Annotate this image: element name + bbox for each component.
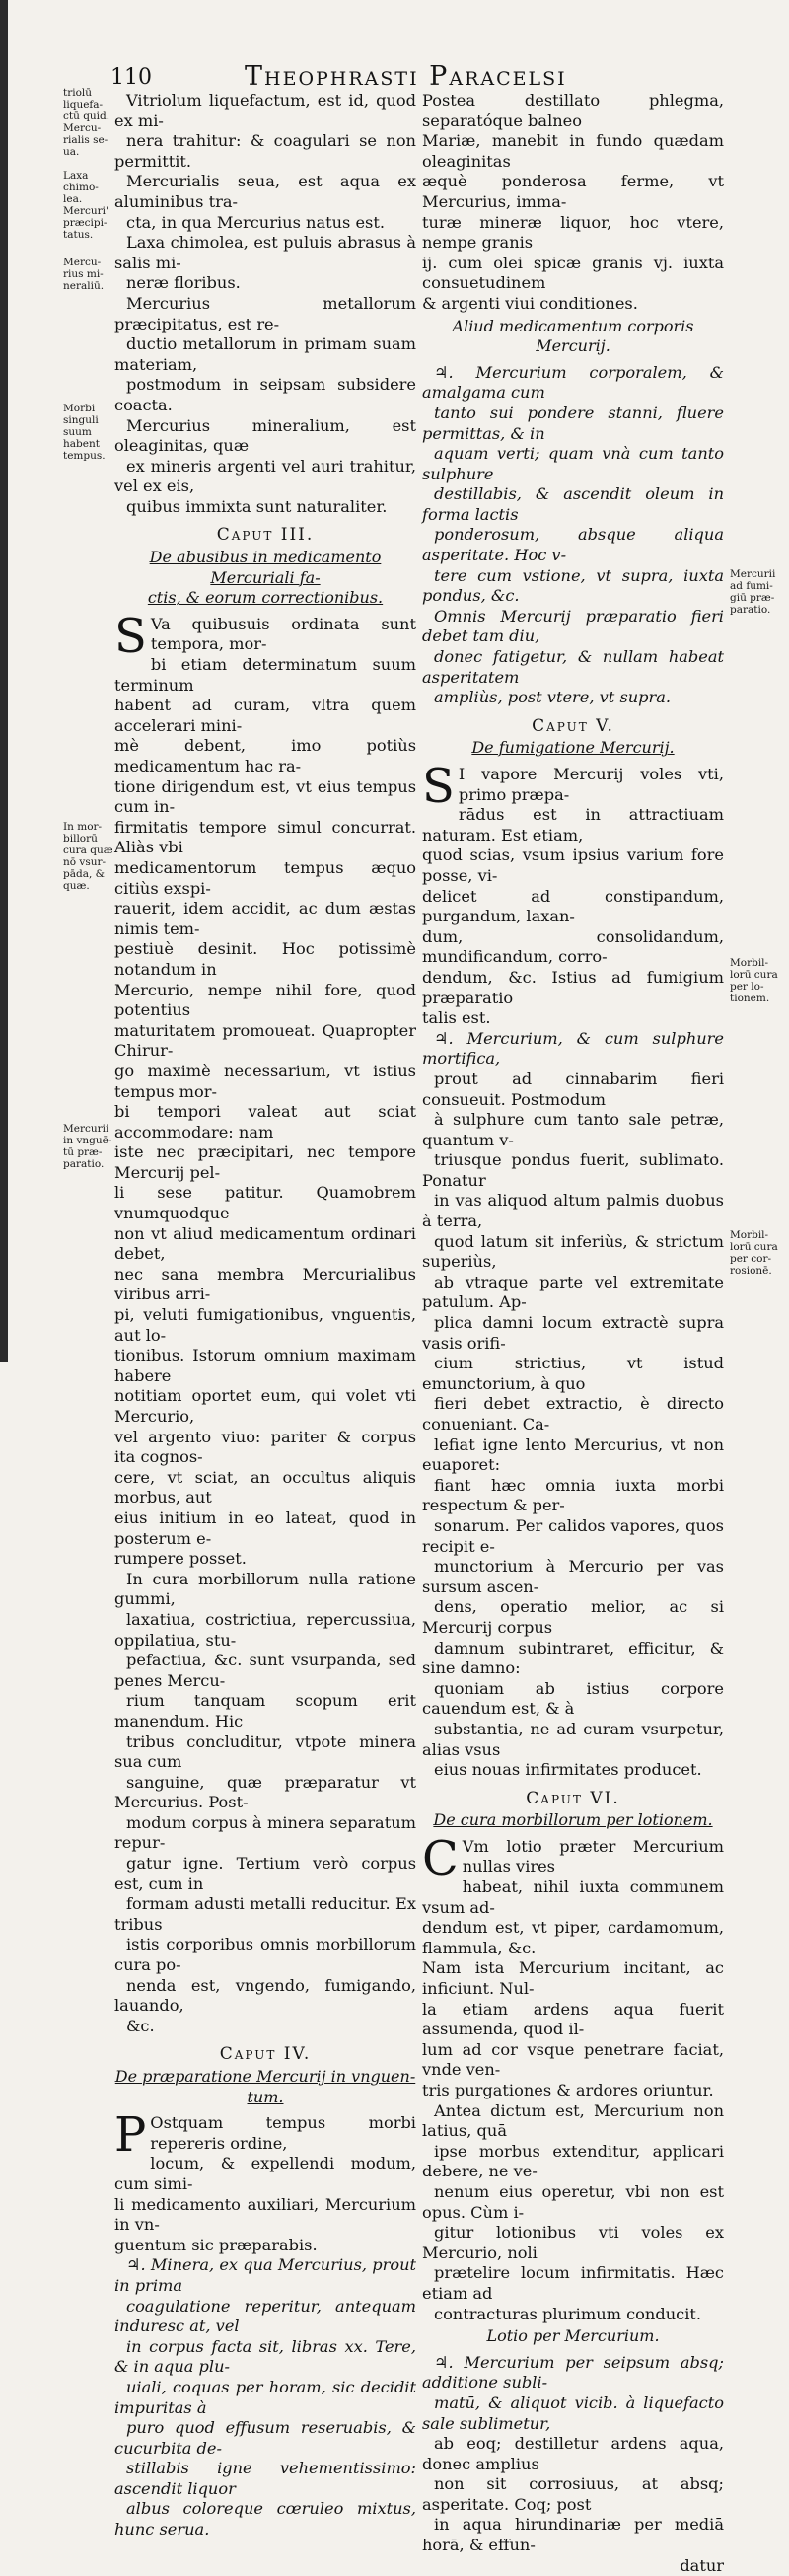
- chapter-subtitle: [114, 2067, 416, 2107]
- text-line: fiant hæc omnia iuxta morbi respectum & per-: [422, 1475, 724, 1515]
- text-line: munctorium à Mercurio per vas sursum ascen-: [422, 1557, 724, 1596]
- text-line: dum, consolidandum, mundificandum, corro-: [422, 926, 724, 967]
- text-line: albus coloreque cœruleo mixtus, hunc serua.: [114, 2499, 416, 2539]
- text-line: Va quibusuis ordinata sunt tempora, mor-: [150, 614, 416, 654]
- text-line: ♃. Mercurium, & cum sulphure mortifica,: [422, 1028, 724, 1068]
- text-line: Mercurius mineralium, est oleaginitas, quæ: [114, 415, 416, 456]
- text-line: Mercurio, nempe nihil fore, quod potentius: [114, 980, 416, 1020]
- text-line: quod latum sit inferiùs, & strictum superiùs,: [422, 1231, 724, 1272]
- text-line: tione dirigendum est, vt eius tempus cum in-: [114, 776, 416, 817]
- text-line: locum, & expellendi modum, cum simi-: [114, 2154, 416, 2193]
- chapter-heading: Caput III.: [216, 525, 315, 546]
- text-line: Mercurialis seua, est aqua ex aluminibus tra-: [114, 172, 416, 211]
- left-column: [114, 91, 416, 2540]
- text-line: Nam ista Mercurium incitant, ac inficiunt. Nul-: [422, 1958, 724, 1999]
- text-line: nenum eius operetur, vbi non est opus. Cùm i-: [422, 2181, 724, 2222]
- section-subtitle: Aliud medicamentum corporis Mercurij.: [452, 316, 694, 356]
- text-line: ampliùs, post vtere, vt supra.: [434, 688, 672, 707]
- text-line: contracturas plurimum conducit.: [434, 2304, 702, 2323]
- paragraph: [114, 233, 416, 294]
- text-line: turæ mineræ liquor, hoc vtere, nempe granis: [422, 212, 724, 253]
- chapter-heading: Caput IV.: [219, 2044, 312, 2065]
- text-line: guentum sic præparabis.: [114, 2235, 318, 2254]
- text-line: donec fatigetur, & nullam habeat asperitatem: [422, 647, 724, 687]
- text-line: rumpere posset.: [114, 1549, 247, 1569]
- text-line: eius initium in eo lateat, quod in posterum e-: [114, 1508, 416, 1548]
- chapter-heading: Caput VI.: [526, 1788, 620, 1808]
- text-line: ab eoq; destilletur ardens aqua, donec amplius: [422, 2434, 724, 2473]
- drop-cap: S: [422, 759, 455, 814]
- paragraph: [114, 608, 416, 1570]
- text-line: quoniam ab istius corpore cauendum est, & à: [422, 1678, 724, 1719]
- text-line: tere cum vstione, vt supra, iuxta pondus, &c.: [422, 565, 724, 606]
- text-line: ipse morbus extenditur, applicari debere, ne ve-: [422, 2141, 724, 2181]
- paragraph: [114, 91, 416, 172]
- running-head: Theophrasti Paracelsi: [245, 61, 567, 92]
- right-column: [422, 91, 724, 2576]
- paragraph: [114, 172, 416, 233]
- text-line: delicet ad constipandum, purgandum, laxan-: [422, 886, 724, 926]
- text-line: Vitriolum liquefactum, est id, quod ex mi-: [114, 91, 416, 130]
- text-line: coagulatione reperitur, antequam induresc at, vel: [114, 2296, 416, 2336]
- text-line: laxatiua, costrictiua, repercussiua, oppilatiua, stu-: [114, 1609, 416, 1650]
- drop-cap: P: [114, 2107, 147, 2164]
- text-line: formam adusti metalli reducitur. Ex tribus: [114, 1894, 416, 1934]
- margin-note-left: Laxa chimo-lea.: [63, 170, 99, 205]
- margin-note-left: Mercurii in vnguē-tū præ-paratio.: [63, 1123, 112, 1170]
- text-line: damnum subintraret, efficitur, & sine damno:: [422, 1638, 724, 1678]
- text-line: ♃. Mercurium corporalem, & amalgama cum: [422, 362, 724, 403]
- paragraph: [422, 91, 724, 315]
- text-line: Omnis Mercurij præparatio fieri debet tam diu,: [422, 606, 724, 646]
- margin-note-left: Morbi singuli suum habent tempus.: [63, 403, 106, 462]
- text-line: tum.: [247, 2087, 284, 2106]
- text-line: sonarum. Per calidos vapores, quos recipit e-: [422, 1515, 724, 1556]
- section-subtitle: Lotio per Mercurium.: [486, 2326, 660, 2346]
- text-line: matū, & aliquot vicib. à liquefacto sale sublimetur,: [422, 2392, 724, 2433]
- text-line: go maximè necessarium, vt istius tempus mor-: [114, 1061, 416, 1101]
- text-line: habeat, nihil iuxta communem vsum ad-: [422, 1877, 724, 1917]
- margin-note-left: In mor-billorū cura quæ nō vsur-pāda, & quæ.: [63, 821, 113, 892]
- text-line: bi etiam determinatum suum terminum: [114, 655, 416, 695]
- paragraph: [114, 294, 416, 416]
- text-line: iste nec præcipitari, nec tempore Mercurij pel-: [114, 1142, 416, 1182]
- text-line: dens, operatio melior, ac si Mercurij corpus: [422, 1597, 724, 1637]
- text-line: lefiat igne lento Mercurius, vt non euaporet:: [422, 1435, 724, 1475]
- text-line: pi, veluti fumigationibus, vnguentis, aut lo-: [114, 1305, 416, 1345]
- text-line: rādus est in attractiuam naturam. Est etiam,: [422, 805, 724, 845]
- text-line: I vapore Mercurij voles vti, primo præpa-: [458, 765, 724, 804]
- text-line: Ostquam tempus morbi repereris ordine,: [150, 2113, 416, 2153]
- text-line: vel argento viuo: pariter & corpus ita cognos-: [114, 1427, 416, 1467]
- text-line: dendum est, vt piper, cardamomum, flammula, &c.: [422, 1918, 724, 1957]
- paragraph: [422, 363, 724, 708]
- text-line: non vt aliud medicamentum ordinari debet,: [114, 1223, 416, 1264]
- text-line: & argenti viui conditiones.: [422, 293, 638, 313]
- paragraph: [422, 2101, 724, 2325]
- paragraph: [114, 2255, 416, 2539]
- text-line: ab vtraque parte vel extremitate patulum. Ap-: [422, 1272, 724, 1312]
- text-line: habent ad curam, vltra quem accelerari mini-: [114, 696, 416, 735]
- text-line: tanto sui pondere stanni, fluere permittas, & in: [422, 403, 724, 443]
- text-line: Antea dictum est, Mercurium non latius, quā: [422, 2100, 724, 2141]
- text-line: Vm lotio præter Mercurium nullas vires: [462, 1836, 724, 1877]
- chapter-subtitle: De cura morbillorum per lotionem.: [433, 1810, 713, 1830]
- text-line: in corpus facta sit, libras xx. Tere, & in aqua plu-: [114, 2336, 416, 2377]
- text-line: rauerit, idem accidit, ac dum æstas nimis tem-: [114, 899, 416, 938]
- text-line: nera trahitur: & coagulari se non permittit.: [114, 131, 416, 171]
- text-line: ponderosum, absque aliqua asperitate. Hoc v-: [422, 525, 724, 565]
- text-line: Postea destillato phlegma, separatóque balneo: [422, 91, 724, 130]
- text-line: li medicamento auxiliari, Mercurium in vn-: [114, 2194, 416, 2235]
- text-line: ex mineris argenti vel auri trahitur, vel ex eis,: [114, 456, 416, 496]
- text-line: in aqua hirundinariæ per mediā horā, & effun-: [422, 2515, 724, 2555]
- text-line: mè debent, imo potiùs medicamentum hac ra-: [114, 736, 416, 775]
- text-line: quibus immixta sunt naturaliter.: [126, 496, 388, 516]
- chapter-heading: Caput V.: [532, 715, 614, 736]
- margin-note-left: Mercu-rius mi-neraliū.: [63, 257, 105, 292]
- margin-note-left: Mercuri' præcipi-tatus.: [63, 205, 108, 241]
- text-line: ctis, & eorum correctionibus.: [147, 588, 384, 608]
- text-line: prætelire locum infirmitatis. Hæc etiam ad: [422, 2263, 724, 2303]
- text-line: bi tempori valeat aut sciat accommodare: nam: [114, 1102, 416, 1141]
- margin-note-right: Morbil-lorū cura per cor-rosionē.: [730, 1229, 778, 1277]
- paragraph: [422, 2353, 724, 2556]
- text-line: maturitatem promoueat. Quapropter Chirur-: [114, 1020, 416, 1061]
- text-line: prout ad cinnabarim fieri consueuit. Postmodum: [422, 1068, 724, 1109]
- text-line: in vas aliquod altum palmis duobus à terra,: [422, 1191, 724, 1231]
- text-line: nec sana membra Mercurialibus viribus arri-: [114, 1264, 416, 1304]
- text-line: tribus concluditur, vtpote minera sua cum: [114, 1731, 416, 1772]
- text-line: aquam verti; quam vnà cum tanto sulphure: [422, 444, 724, 483]
- drop-cap: C: [422, 1830, 459, 1886]
- text-line: Laxa chimolea, est puluis abrasus à salis mi-: [114, 233, 416, 272]
- page-gutter-shadow: [0, 0, 8, 1362]
- text-line: tionibus. Istorum omnium maximam habere: [114, 1346, 416, 1385]
- text-line: postmodum in seipsam subsidere coacta.: [114, 375, 416, 414]
- text-line: Mariæ, manebit in fundo quædam oleaginitas: [422, 131, 724, 171]
- text-line: substantia, ne ad curam vsurpetur, alias vsus: [422, 1719, 724, 1759]
- margin-note-right: Mercurii ad fumi-giū præ-paratio.: [730, 568, 776, 616]
- margin-note-right: Morbil-lorū cura per lo-tionem.: [730, 957, 778, 1004]
- text-line: notitiam oportet eum, qui volet vti Mercurio,: [114, 1386, 416, 1426]
- text-line: pestiuè desinit. Hoc potissimè notandum in: [114, 939, 416, 979]
- text-line: De præparatione Mercurij in vnguen-: [114, 2067, 416, 2086]
- text-line: li sese patitur. Quamobrem vnumquodque: [114, 1183, 416, 1223]
- text-line: pefactiua, &c. sunt vsurpanda, sed penes Mercu-: [114, 1651, 416, 1690]
- text-line: nenda est, vngendo, fumigando, lauando,: [114, 1975, 416, 2016]
- text-line: fieri debet extractio, è directo conueniant. Ca-: [422, 1394, 724, 1434]
- text-line: dendum, &c. Istius ad fumigium præparatio: [422, 967, 724, 1007]
- text-line: talis est.: [422, 1008, 491, 1028]
- page-number: 110: [110, 65, 152, 90]
- text-line: stillabis igne vehementissimo: ascendit liquor: [114, 2459, 416, 2498]
- text-line: tris purgationes & ardores oriuntur.: [422, 2081, 714, 2099]
- text-line: uiali, coquas per horam, sic decidit impuritas à: [114, 2377, 416, 2417]
- text-line: gitur lotionibus vti voles ex Mercurio, noli: [422, 2223, 724, 2262]
- paragraph: [114, 2107, 416, 2255]
- text-line: gatur igne. Tertium verò corpus est, cum in: [114, 1854, 416, 1893]
- text-line: cium strictius, vt istud emunctorium, à quo: [422, 1354, 724, 1393]
- chapter-subtitle: [114, 548, 416, 609]
- text-line: destillabis, & ascendit oleum in forma lactis: [422, 484, 724, 524]
- text-line: cta, in qua Mercurius natus est.: [126, 212, 386, 232]
- text-line: lum ad cor vsque penetrare faciat, vnde ven-: [422, 2039, 724, 2080]
- paragraph: [422, 1029, 724, 1781]
- text-line: ♃. Minera, ex qua Mercurius, prout in prima: [114, 2255, 416, 2295]
- text-line: modum corpus à minera separatum repur-: [114, 1812, 416, 1853]
- margin-note-left: Mercu-rialis se-ua.: [63, 122, 108, 158]
- text-line: non sit corrosiuus, at absq; asperitate. Coq; post: [422, 2474, 724, 2514]
- text-line: la etiam ardens aqua fuerit assumenda, quod il-: [422, 1999, 724, 2039]
- text-line: sanguine, quæ præparatur vt Mercurius. Post-: [114, 1772, 416, 1812]
- text-line: à sulphure cum tanto sale petræ, quantum v-: [422, 1110, 724, 1149]
- text-line: plica damni locum extractè supra vasis orifi-: [422, 1313, 724, 1353]
- text-line: rium tanquam scopum erit manendum. Hic: [114, 1691, 416, 1730]
- text-line: eius nouas infirmitates producet.: [434, 1760, 702, 1780]
- margin-note-left: triolū liquefa-ctū quid.: [63, 87, 110, 122]
- catchword: datur: [680, 2555, 724, 2575]
- text-line: æquè ponderosa ferme, vt Mercurius, imma-: [422, 172, 724, 211]
- text-line: De abusibus in medicamento Mercuriali fa-: [149, 548, 382, 587]
- chapter-subtitle: De fumigatione Mercurij.: [471, 738, 675, 758]
- text-line: ductio metallorum in primam suam materiam,: [114, 334, 416, 374]
- paragraph: [422, 759, 724, 1029]
- text-line: Mercurius metallorum præcipitatus, est re-: [114, 293, 416, 333]
- paragraph: [422, 1830, 724, 2101]
- text-line: ♃. Mercurium per seipsum absq; additione subli-: [422, 2352, 724, 2392]
- text-line: quod scias, vsum ipsius varium fore posse, vi-: [422, 846, 724, 885]
- paragraph: [114, 1570, 416, 2037]
- text-line: firmitatis tempore simul concurrat. Aliàs vbi: [114, 817, 416, 857]
- text-line: istis corporibus omnis morbillorum cura po-: [114, 1935, 416, 1975]
- text-line: medicamentorum tempus æquo citiùs exspi-: [114, 857, 416, 898]
- drop-cap: S: [114, 608, 147, 664]
- text-line: &c.: [126, 2016, 155, 2035]
- text-line: In cura morbillorum nulla ratione gummi,: [114, 1569, 416, 1609]
- paragraph: [114, 416, 416, 518]
- text-line: ij. cum olei spicæ granis vj. iuxta consuetudinem: [422, 253, 724, 293]
- text-line: neræ floribus.: [126, 273, 241, 293]
- text-line: puro quod effusum reseruabis, & cucurbita de-: [114, 2418, 416, 2458]
- text-line: triusque pondus fuerit, sublimato. Ponatur: [422, 1150, 724, 1190]
- text-line: cere, vt sciat, an occultus aliquis morbus, aut: [114, 1467, 416, 1508]
